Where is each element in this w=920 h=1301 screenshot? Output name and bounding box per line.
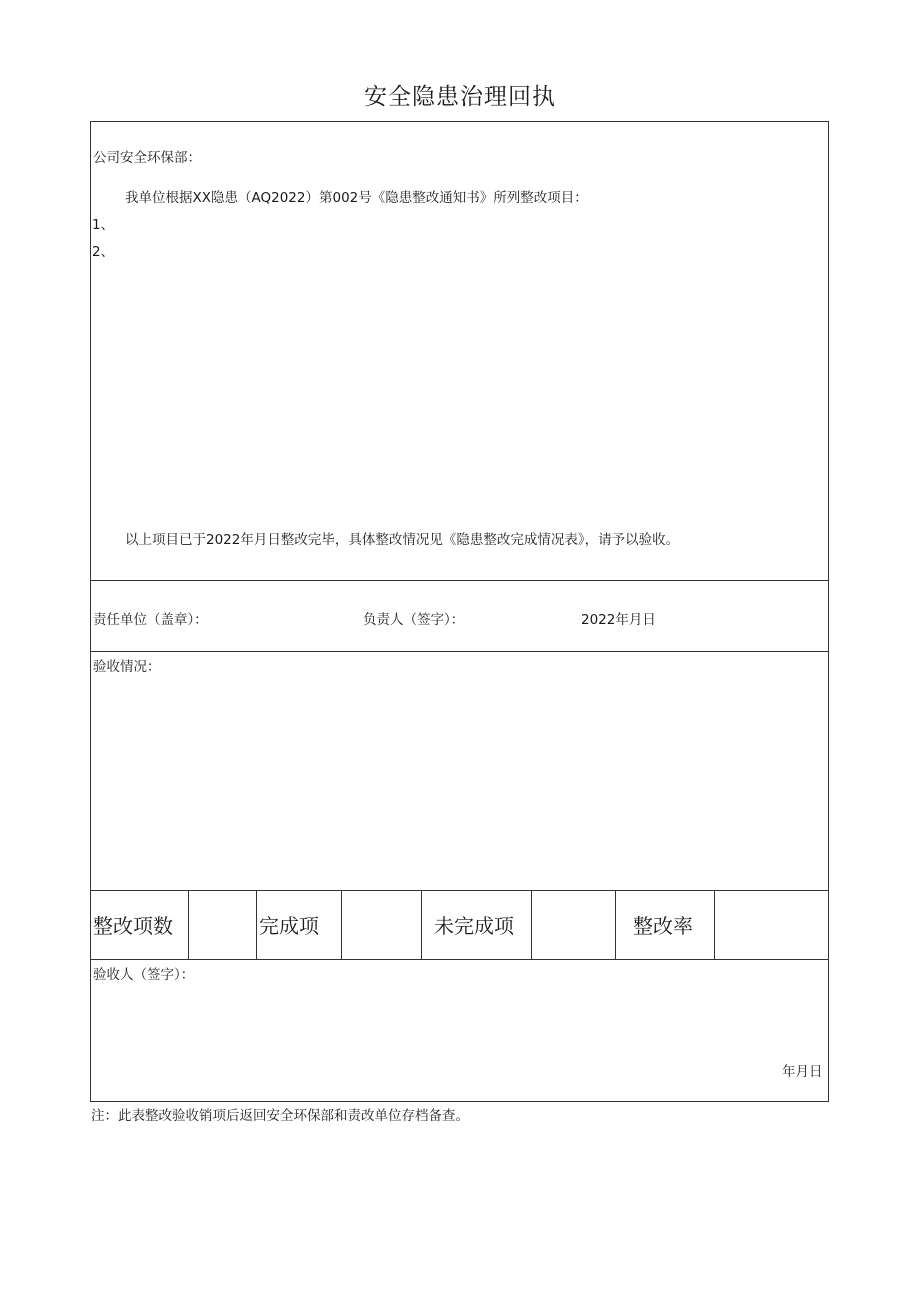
stats-col-6: [615, 890, 616, 959]
stats-col-4: [421, 890, 422, 959]
responsible-unit-label: 责任单位（盖章）：: [93, 612, 208, 628]
rectification-rate-label: 整改率: [633, 914, 693, 938]
completed-items-label: 完成项: [259, 914, 319, 938]
divider-sign-row: [90, 580, 829, 581]
divider-stats-bottom: [90, 959, 829, 960]
item-1: 1、: [92, 217, 115, 233]
inspection-label: 验收情况：: [93, 659, 161, 675]
stats-col-2: [256, 890, 257, 959]
stats-col-1: [188, 890, 189, 959]
divider-stats-top: [90, 890, 829, 891]
stats-col-3: [341, 890, 342, 959]
intro-paragraph: 我单位根据XX隐患（AQ2022）第002号《隐患整改通知书》所列整改项目：: [125, 190, 588, 206]
inspector-label: 验收人（签字）：: [93, 967, 195, 983]
page-title: 安全隐患治理回执: [364, 84, 556, 110]
date-line: 2022年月日: [581, 612, 656, 628]
addressee: 公司安全环保部：: [93, 150, 201, 166]
stats-col-7: [714, 890, 715, 959]
completion-paragraph: 以上项目已于2022年月日整改完毕，具体整改情况见《隐患整改完成情况表》，请予以验收。: [125, 532, 680, 548]
total-items-label: 整改项数: [93, 914, 173, 938]
person-in-charge-label: 负责人（签字）：: [363, 612, 465, 628]
uncompleted-items-label: 未完成项: [434, 914, 514, 938]
divider-inspection: [90, 651, 829, 652]
stats-col-5: [531, 890, 532, 959]
footer-note: 注：此表整改验收销项后返回安全环保部和责改单位存档备查。: [91, 1108, 469, 1124]
item-2: 2、: [92, 244, 115, 260]
sign-date: 年月日: [782, 1064, 823, 1080]
